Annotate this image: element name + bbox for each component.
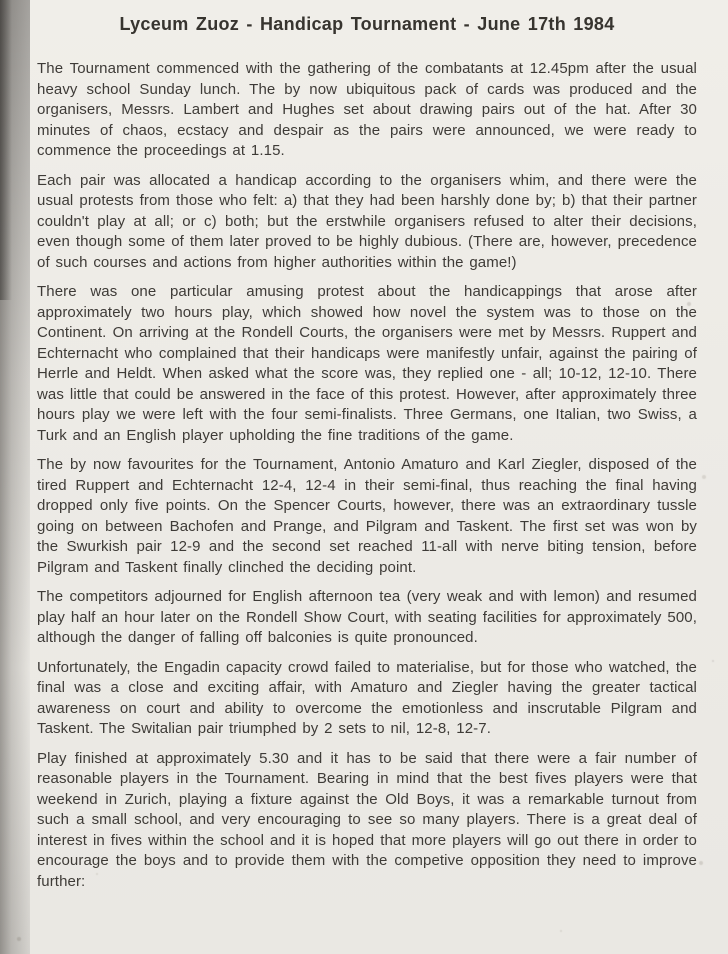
paragraph-2: Each pair was allocated a handicap according to the organisers whim, and there were the usual protests from those who felt: a) that they had been harshly done by; b) that their partner couldn't play at all; or c) both; but the erstwhile organisers refused to alter their decisions, even though some of them later proved to be highly dubious. (There are, however, precedence of such courses and actions from higher authorities within the game!) xyxy=(37,171,697,271)
paragraph-6: Unfortunately, the Engadin capacity crowd failed to materialise, but for those who watched, the final was a close and exciting affair, with Amaturo and Ziegler having the greater tactical awareness on court and ability to overcome the emotionless and inscrutable Pilgram and Taskent. The Switalian pair triumphed by 2 sets to nil, 12-8, 12-7. xyxy=(37,658,697,737)
scan-gutter-shadow-dark xyxy=(0,0,12,300)
scan-gutter-shadow xyxy=(0,0,30,954)
document-body xyxy=(37,14,697,901)
paragraph-1: The Tournament commenced with the gathering of the combatants at 12.45pm after the usual heavy school Sunday lunch. The by now ubiquitous pack of cards was produced and the organisers, Messrs. Lambert and Hughes set about drawing pairs out of the hat. After 30 minutes of chaos, ecstacy and despair as the pairs were announced, we were ready to commence the proceedings at 1.15. xyxy=(37,60,697,159)
paragraph-5: The competitors adjourned for English afternoon tea (very weak and with lemon) and resumed play half an hour later on the Rondell Show Court, with seating facilities for approximately 500, although the danger of falling off balconies is quite pronounced. xyxy=(37,588,697,646)
paragraph-4: The by now favourites for the Tournament, Antonio Amaturo and Karl Ziegler, disposed of the tired Ruppert and Echternacht 12-4, 12-4 in their semi-final, thus reaching the final having dropped only five points. On the Spencer Courts, however, there was an extraordinary tussle going on between Bachofen and Prange, and Pilgram and Taskent. The first set was won by the Swurkish pair 12-9 and the second set reached 11-all with nerve biting tension, before Pilgram and Taskent finally clinched the deciding point. xyxy=(37,456,697,576)
paragraph-3: There was one particular amusing protest about the handicappings that arose after approximately two hours play, which showed how novel the system was to those on the Continent. On arriving at the Rondell Courts, the organisers were met by Messrs. Ruppert and Echternacht who complained that their handicaps were manifestly unfair, against the pairing of Herrle and Heldt. When asked what the score was, they replied one - all; 10-12, 12-10. There was little that could be answered in the face of this protest. However, after approximately three hours play we were left with the four semi-finalists. Three Germans, one Italian, two Swiss, a Turk and an English player upholding the fine traditions of the game. xyxy=(37,283,697,444)
document-title: Lyceum Zuoz - Handicap Tournament - June 17th 1984 xyxy=(119,14,615,34)
paragraph-7: Play finished at approximately 5.30 and it has to be said that there were a fair number of reasonable players in the Tournament. Bearing in mind that the best fives players were that weekend in Zurich, playing a fixture against the Old Boys, it was a remarkable turnout from such a small school, and very encouraging to see so many players. There is a great deal of interest in fives within the school and it is hoped that more players will go out there in order to encourage the boys and to provide them with the competive opposition they need to improve further: xyxy=(37,749,697,890)
scan-noise-specks xyxy=(0,0,2,2)
